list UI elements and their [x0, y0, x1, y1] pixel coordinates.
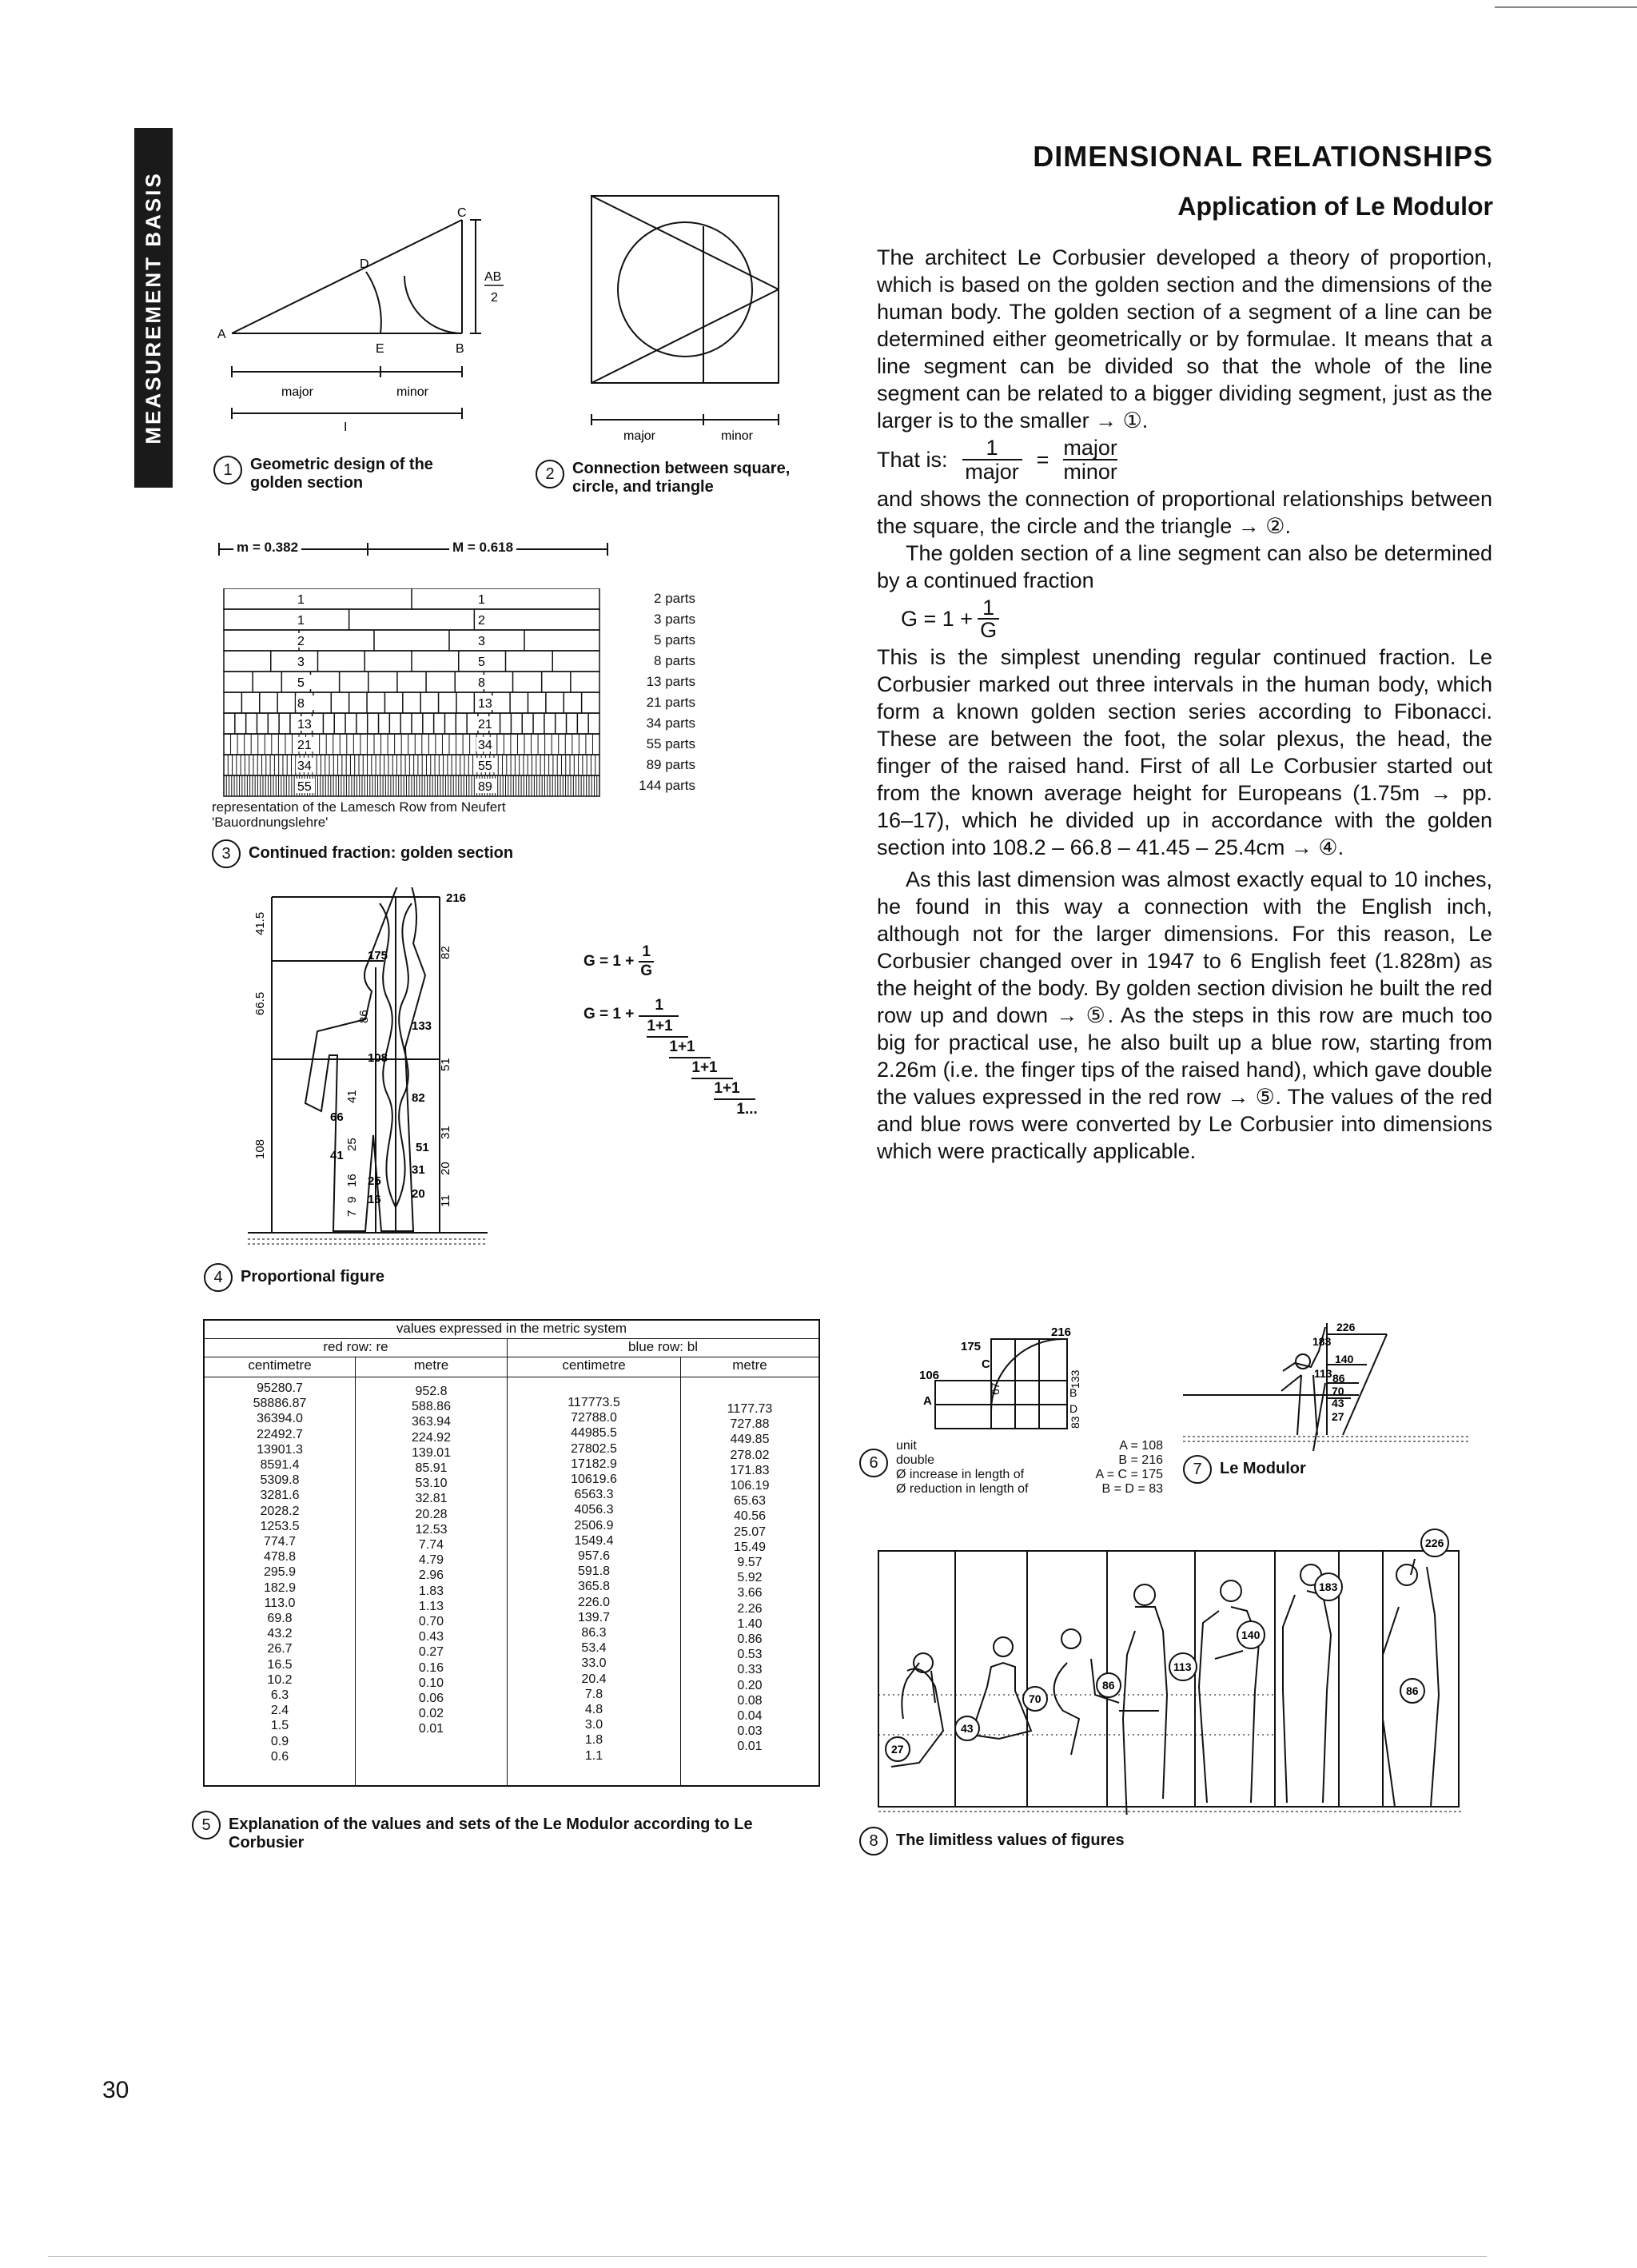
lamesch-row [224, 609, 599, 630]
svg-text:7: 7 [345, 1210, 359, 1217]
svg-text:16: 16 [345, 1174, 359, 1187]
label-B: B [456, 342, 464, 356]
svg-text:133: 133 [412, 1019, 432, 1033]
svg-text:51: 51 [439, 1058, 452, 1071]
section-tab [134, 128, 173, 488]
parts-count: 144 parts [639, 778, 695, 793]
label-major: major [281, 385, 314, 399]
lamesch-left-number: 1 [297, 593, 305, 607]
svg-text:25: 25 [368, 1174, 381, 1188]
svg-text:140: 140 [1335, 1353, 1354, 1365]
svg-text:51: 51 [416, 1141, 429, 1154]
page-number: 30 [102, 2077, 129, 2103]
legend-term: unit [896, 1439, 917, 1453]
svg-text:16: 16 [368, 1193, 381, 1206]
proportional-figure [248, 887, 504, 1247]
figure-number-6: 6 [859, 1449, 888, 1477]
legend-value: B = D = 83 [1101, 1482, 1163, 1496]
svg-text:27: 27 [891, 1743, 904, 1756]
svg-text:31: 31 [412, 1163, 425, 1177]
lamesch-right-number: 55 [478, 759, 492, 773]
lamesch-right-number: 5 [478, 656, 485, 669]
figure-number-3: 3 [212, 839, 241, 868]
bottom-rule [48, 2256, 1487, 2257]
svg-text:B: B [1069, 1386, 1077, 1399]
page-subtitle: Application of Le Modulor [1177, 192, 1493, 221]
parts-count: 5 parts [654, 632, 695, 648]
svg-text:11: 11 [439, 1194, 452, 1207]
lamesch-right-number: 21 [478, 718, 492, 731]
header-red-m: metre [356, 1357, 508, 1377]
cf-row: 1... [736, 1101, 758, 1118]
section-tab-label: MEASUREMENT BASIS [141, 171, 165, 444]
label-major: major [623, 429, 656, 443]
cf-row: 1+1 [691, 1058, 733, 1079]
svg-text:20: 20 [412, 1187, 425, 1201]
svg-text:108: 108 [253, 1138, 267, 1159]
legend-row [896, 1482, 1163, 1497]
source-note: representation of the Lamesch Row from Neufert 'Bauordnungslehre' [212, 799, 506, 830]
paragraph-2: and shows the connection of proportional relationships between the square, the circle and the triangle → ②. [877, 487, 1492, 538]
svg-text:175: 175 [368, 949, 388, 963]
column-red-m: 952.8 588.86 363.94 224.92 139.01 85.91 53.10 32.81 20.28 12.53 7.74 4.79 2.96 1.83 1.13 0.70 0.43 0.27 0.16 0.10 0.06 0.02 0.01 [356, 1377, 508, 1785]
svg-text:86: 86 [1102, 1679, 1115, 1692]
svg-text:86: 86 [357, 1010, 371, 1023]
label-ab-den: 2 [491, 291, 498, 305]
lamesch-row-diagram [221, 588, 612, 798]
label-minor: minor [396, 385, 429, 399]
label-C: C [457, 206, 467, 220]
lamesch-left-number: 2 [297, 635, 305, 648]
legend-term: Ø reduction in length of [896, 1482, 1029, 1496]
legend-value: A = 108 [1119, 1439, 1163, 1453]
top-rule [1495, 6, 1637, 8]
svg-text:183: 183 [1319, 1580, 1338, 1593]
lamesch-left-number: 34 [297, 759, 312, 773]
lamesch-right-number: 13 [478, 697, 492, 711]
caption-4: 4 Proportional figure [204, 1263, 444, 1292]
label-ab: AB [484, 270, 502, 284]
header-red-cm: centimetre [205, 1357, 356, 1377]
svg-text:70: 70 [1029, 1692, 1042, 1705]
svg-text:43: 43 [1332, 1397, 1344, 1409]
g-formula: G = 1 + $\frac{1}{G}$ [877, 594, 1492, 644]
ratio-formula: That is: 1 major = major minor [877, 436, 1117, 484]
lamesch-row [224, 692, 599, 713]
parts-count: 2 parts [654, 591, 695, 606]
caption-8: 8 The limitless values of figures [859, 1827, 1259, 1855]
figure-number-8: 8 [859, 1827, 888, 1855]
lamesch-row [224, 755, 599, 775]
header-blue-m: metre [732, 1357, 767, 1373]
limitless-figures-diagram [875, 1527, 1467, 1815]
parts-count: 8 parts [654, 653, 695, 668]
lamesch-left-number: 13 [297, 718, 312, 731]
svg-text:25: 25 [345, 1138, 359, 1151]
legend-row [896, 1439, 1163, 1453]
legend-6 [859, 1439, 1163, 1497]
figure-number-1: 1 [213, 456, 242, 484]
cf-row: 1+1 [714, 1079, 755, 1100]
caption-1: 1 Geometric design of the golden section [213, 456, 485, 492]
square-circle-triangle-diagram [576, 188, 791, 448]
label-minor: minor [721, 429, 754, 443]
label-D: D [360, 257, 369, 271]
svg-text:175: 175 [961, 1340, 982, 1353]
lamesch-row [224, 672, 599, 692]
svg-text:67: 67 [989, 1382, 1002, 1395]
legend-term: double [896, 1453, 935, 1467]
svg-text:108: 108 [368, 1051, 388, 1065]
svg-text:113: 113 [1173, 1660, 1192, 1673]
svg-text:226: 226 [1336, 1321, 1356, 1333]
le-modulor-figure [1183, 1315, 1471, 1451]
svg-text:20: 20 [439, 1162, 452, 1175]
svg-text:C: C [982, 1357, 990, 1371]
column-blue-m: 1177.73 727.88 449.85 278.02 171.83 106.19 65.63 40.56 25.07 15.49 9.57 5.92 3.66 2.26 1.40 0.86 0.53 0.33 0.20 0.08 0.04 0.03 0.01 [727, 1402, 773, 1754]
svg-text:41: 41 [330, 1149, 344, 1162]
lamesch-right-number: 34 [478, 739, 492, 752]
figure-number-4: 4 [204, 1263, 233, 1292]
svg-text:226: 226 [1425, 1537, 1444, 1549]
paragraph-5: As this last dimension was almost exactly equal to 10 inches, he found in this way a connection with the English inch, although not for the larger dimensions. For this reason, Le Corbusier changed over in 1947 to 6 English feet (1.828m) as the height of the body. By golden section division he built the red row up and down → ⑤. As the steps in this row are much too big for practical use, he also built up a blue row, starting from 2.26m (i.e. the finger tips of the raised hand), which gave double the values expressed in the red row → ⑤. The values of the red and blue rows were converted by Le Corbusier into dimensions which were practically applicable. [877, 867, 1492, 1163]
svg-text:70: 70 [1332, 1385, 1344, 1397]
paragraph-1: The architect Le Corbusier developed a theory of proportion, which is based on the golden section and the dimensions of the human body. The golden section of a segment of a line can be determined either geometrically or by formulae. It means that a line segment can be divided so that the whole of the line segment can be related to a bigger dividing segment, just as the larger is to the smaller → ①. [877, 245, 1492, 432]
svg-text:133: 133 [1069, 1369, 1081, 1389]
lamesch-left-number: 1 [297, 614, 305, 628]
legend-term: Ø increase in length of [896, 1468, 1025, 1481]
lamesch-right-number: 3 [478, 635, 485, 648]
m-label: m = 0.382 [233, 540, 301, 556]
lamesch-left-number: 5 [297, 676, 305, 690]
blue-row-label: blue row: bl [628, 1339, 698, 1354]
parts-count: 34 parts [646, 715, 695, 731]
lamesch-left-number: 3 [297, 656, 305, 669]
golden-section-diagram [216, 204, 504, 436]
svg-text:66: 66 [330, 1110, 344, 1124]
lamesch-right-number: 1 [478, 593, 485, 607]
lamesch-right-number: 2 [478, 614, 485, 628]
parts-count: 21 parts [646, 695, 695, 710]
page-title: DIMENSIONAL RELATIONSHIPS [1033, 140, 1493, 173]
svg-text:31: 31 [439, 1126, 452, 1139]
lamesch-row [224, 630, 599, 651]
continued-fraction: G = 1 + $\frac{1}{G}$ G = 1 + 1 1+1 1+1 1+1 1+1 1... [584, 943, 778, 1119]
paragraph-3: The golden section of a line segment can also be determined by a continued fraction [877, 541, 1492, 592]
modulor-unit-diagram [919, 1323, 1127, 1435]
svg-text:140: 140 [1241, 1628, 1261, 1641]
legend-value: B = 216 [1118, 1453, 1163, 1467]
svg-text:41: 41 [345, 1090, 359, 1103]
cf-row: 1+1 [669, 1038, 711, 1058]
body-text [877, 244, 1492, 1165]
label-whole: I [344, 421, 348, 434]
cf-row: 1+1 [647, 1017, 688, 1038]
svg-text:113: 113 [1314, 1367, 1332, 1380]
parts-count: 89 parts [646, 757, 695, 772]
header-blue-cm: centimetre [508, 1357, 681, 1377]
svg-text:9: 9 [345, 1196, 359, 1203]
legend-row [896, 1468, 1163, 1482]
lamesch-left-number: 55 [297, 780, 312, 794]
caption-2: 2 Connection between square, circle, and triangle [536, 460, 839, 496]
figure-number-5: 5 [192, 1811, 221, 1840]
svg-text:41.5: 41.5 [253, 911, 267, 935]
column-red-cm: 95280.7 58886.87 36394.0 22492.7 13901.3 8591.4 5309.8 3281.6 2028.2 1253.5 774.7 478.8 295.9 182.9 113.0 69.8 43.2 26.7 16.5 10.2 6.3 2.4 1.5 0.9 0.6 [205, 1377, 356, 1785]
parts-list [631, 588, 695, 796]
M-label: M = 0.618 [449, 540, 516, 556]
parts-count: 3 parts [654, 612, 695, 627]
svg-text:86: 86 [1332, 1372, 1345, 1385]
label-A: A [217, 328, 226, 341]
svg-text:66.5: 66.5 [253, 991, 267, 1015]
parts-count: 55 parts [646, 736, 695, 751]
modulor-values-table [203, 1319, 820, 1787]
svg-text:83: 83 [1069, 1416, 1081, 1429]
caption-3: 3 Continued fraction: golden section [212, 839, 595, 868]
legend-row [896, 1453, 1163, 1468]
svg-text:D: D [1069, 1402, 1078, 1415]
svg-text:82: 82 [439, 946, 452, 959]
red-row-label: red row: re [205, 1339, 508, 1357]
lamesch-left-number: 8 [297, 697, 305, 711]
legend-value: A = C = 175 [1095, 1468, 1163, 1481]
svg-text:216: 216 [446, 891, 467, 905]
figure-number-7: 7 [1183, 1455, 1212, 1484]
svg-text:43: 43 [961, 1722, 974, 1735]
lamesch-right-number: 89 [478, 780, 492, 794]
label-E: E [376, 342, 384, 356]
figure-number-2: 2 [536, 460, 564, 488]
caption-5: 5 Explanation of the values and sets of the Le Modulor according to Le Corbusier [192, 1811, 815, 1852]
svg-text:183: 183 [1312, 1335, 1332, 1348]
caption-7: 7 Le Modulor [1183, 1455, 1383, 1484]
svg-text:106: 106 [919, 1369, 940, 1382]
svg-text:86: 86 [1406, 1684, 1419, 1697]
column-blue-cm: 117773.5 72788.0 44985.5 27802.5 17182.9 10619.6 6563.3 4056.3 2506.9 1549.4 957.6 591.8 365.8 226.0 139.7 86.3 53.4 33.0 20.4 7.8 4.8 3.0 1.8 1.1 [508, 1377, 681, 1785]
lamesch-left-number: 21 [297, 739, 312, 752]
paragraph-4: This is the simplest unending regular continued fraction. Le Corbusier marked out three intervals in the human body, which form a known golden section series according to Fibonacci. These are between the foot, the solar plexus, the head, the finger of the raised hand. First of all Le Corbusier started out from the known average height for Europeans (1.75m → pp. 16–17), which he divided up in accordance with the golden section into 108.2 – 66.8 – 41.45 – 25.4cm → ④. [877, 645, 1492, 859]
lamesch-row [224, 734, 599, 755]
svg-text:82: 82 [412, 1091, 425, 1105]
svg-text:A: A [923, 1394, 932, 1408]
svg-text:216: 216 [1051, 1325, 1072, 1339]
lamesch-right-number: 8 [478, 676, 485, 690]
table-title: values expressed in the metric system [205, 1321, 818, 1339]
svg-text:27: 27 [1332, 1410, 1344, 1423]
parts-count: 13 parts [646, 674, 695, 689]
